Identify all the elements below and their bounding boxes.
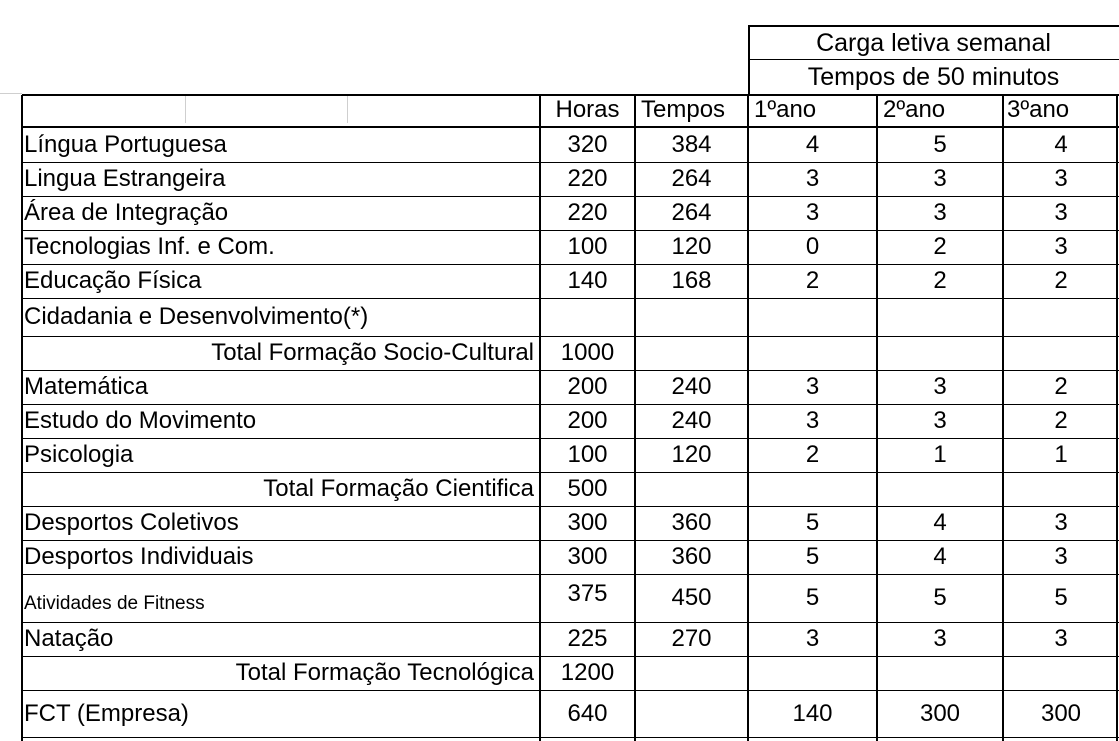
gridline	[1116, 95, 1118, 741]
discipline-name: Tecnologias Inf. e Com.	[24, 233, 275, 260]
tempos-value: 168	[671, 267, 712, 294]
column-header-discipline	[22, 95, 540, 125]
column-header-1ano: 1ºano	[754, 96, 817, 123]
gridline	[747, 95, 749, 741]
gridline	[22, 264, 1119, 265]
column-header-row	[0, 95, 1119, 125]
year3-value: 2	[1054, 373, 1068, 400]
horas-value: 100	[567, 233, 608, 260]
year1-value: 3	[805, 407, 820, 434]
table-row	[0, 264, 1119, 298]
year3-value: 2	[1054, 407, 1068, 434]
horas-value: 100	[567, 441, 608, 468]
gridline	[22, 126, 1119, 128]
horas-value: 140	[567, 267, 608, 294]
tempos-value: 384	[671, 131, 712, 158]
year2-value: 3	[933, 199, 947, 226]
gridline	[22, 94, 1119, 96]
year2-value: 3	[933, 625, 947, 652]
discipline-name: Desportos Individuais	[24, 543, 254, 570]
year3-value	[1003, 472, 1119, 506]
gridline	[21, 95, 23, 741]
year2-value: 3	[933, 165, 947, 192]
year1-value: 3	[805, 199, 820, 226]
discipline-name: Psicologia	[24, 441, 134, 468]
table-row	[0, 690, 1119, 737]
table-row	[0, 162, 1119, 196]
table-row	[0, 404, 1119, 438]
discipline-name: Desportos Coletivos	[24, 509, 239, 536]
gridline	[22, 574, 1119, 575]
year1-value: 5	[805, 584, 820, 611]
year3-value: 3	[1054, 199, 1068, 226]
gridline	[22, 162, 1119, 163]
gridline	[22, 472, 1119, 473]
table-row	[0, 506, 1119, 540]
year1-value	[748, 336, 877, 370]
year2-value: 3	[933, 373, 947, 400]
total-row	[0, 656, 1119, 690]
year2-value	[877, 656, 1003, 690]
year3-value: 3	[1054, 625, 1068, 652]
year2-value: 4	[933, 509, 947, 536]
ghost-gridline	[0, 93, 22, 94]
total-label: Total Formação Socio-Cultural	[211, 339, 534, 366]
total-label: Total Formação Cientifica	[263, 475, 534, 502]
year1-value	[748, 298, 877, 336]
tempos-value: 360	[671, 543, 712, 570]
year3-value	[1003, 656, 1119, 690]
gridline	[22, 540, 1119, 541]
year2-value: 5	[933, 584, 947, 611]
tempos-value	[635, 656, 748, 690]
column-header-3ano: 3ºano	[1007, 96, 1070, 123]
year2-value	[877, 472, 1003, 506]
table-row	[0, 622, 1119, 656]
discipline-name: Lingua Estrangeira	[24, 165, 226, 192]
discipline-name: Área de Integração	[24, 199, 229, 226]
discipline-name: Estudo do Movimento	[24, 407, 257, 434]
year3-value	[1003, 298, 1119, 336]
year3-value: 3	[1054, 543, 1068, 570]
tempos-value: 264	[671, 199, 712, 226]
year3-value: 3	[1054, 509, 1068, 536]
tempos-value	[635, 690, 748, 737]
year3-value	[1003, 336, 1119, 370]
gridline	[539, 95, 541, 741]
tempos-value: 270	[671, 625, 712, 652]
year3-value: 5	[1054, 584, 1068, 611]
table-row	[0, 196, 1119, 230]
horas-value	[540, 298, 635, 336]
horas-value: 200	[567, 407, 608, 434]
table-row	[0, 370, 1119, 404]
year1-value: 3	[805, 625, 820, 652]
table-row	[0, 540, 1119, 574]
table-row	[0, 438, 1119, 472]
column-header-tempos: Tempos	[641, 96, 726, 123]
gridline	[22, 298, 1119, 299]
horas-value: 200	[567, 373, 608, 400]
year1-value: 2	[805, 267, 820, 294]
year2-value: 5	[933, 131, 947, 158]
discipline-name: Cidadania e Desenvolvimento(*)	[24, 303, 369, 330]
tempos-value: 264	[671, 165, 712, 192]
tempos-value: 450	[671, 584, 712, 611]
tempos-value: 120	[671, 441, 712, 468]
year2-value	[877, 336, 1003, 370]
gridline	[22, 622, 1119, 623]
discipline-name: Matemática	[24, 373, 149, 400]
gridline	[22, 737, 1119, 738]
year1-value: 0	[805, 233, 820, 260]
year1-value: 4	[805, 131, 820, 158]
table-row	[0, 298, 1119, 336]
horas-value: 300	[567, 509, 608, 536]
discipline-name: Educação Física	[24, 267, 202, 294]
year2-value: 2	[933, 233, 947, 260]
year2-value: 3	[933, 407, 947, 434]
tempos-value	[635, 336, 748, 370]
gridline	[22, 690, 1119, 691]
year1-value	[748, 472, 877, 506]
discipline-name: Natação	[24, 625, 114, 652]
horas-value: 320	[567, 131, 608, 158]
year2-value: 1	[933, 441, 947, 468]
tempos-value: 120	[671, 233, 712, 260]
gridline	[22, 404, 1119, 405]
year1-value: 5	[805, 543, 820, 570]
gridline	[22, 336, 1119, 337]
total-row	[0, 472, 1119, 506]
year3-value: 4	[1054, 131, 1068, 158]
year2-value: 2	[933, 267, 947, 294]
total-row	[0, 336, 1119, 370]
year1-value	[748, 656, 877, 690]
gridline	[634, 95, 636, 741]
discipline-name: Língua Portuguesa	[24, 131, 227, 158]
header-carga-letiva: Carga letiva semanal	[816, 29, 1051, 57]
gridline	[22, 656, 1119, 657]
column-header-horas: Horas	[555, 96, 620, 123]
gridline	[22, 230, 1119, 231]
header-tempos-50: Tempos de 50 minutos	[807, 63, 1060, 91]
year1-value: 2	[805, 441, 820, 468]
tempos-value: 240	[671, 407, 712, 434]
gridline	[22, 506, 1119, 507]
year1-value: 3	[805, 165, 820, 192]
year3-value: 3	[1054, 165, 1068, 192]
horas-value: 300	[567, 543, 608, 570]
year3-value: 2	[1054, 267, 1068, 294]
year2-value	[877, 298, 1003, 336]
tempos-value: 240	[671, 373, 712, 400]
total-label: Total Formação Tecnológica	[235, 659, 534, 686]
year3-value: 1	[1054, 441, 1068, 468]
horas-value: 220	[567, 199, 608, 226]
table-row	[0, 574, 1119, 622]
horas-value: 1200	[560, 659, 615, 686]
table-row	[0, 230, 1119, 264]
horas-value: 375	[567, 580, 608, 607]
horas-value: 500	[567, 475, 608, 502]
horas-value: 225	[567, 625, 608, 652]
horas-value: 220	[567, 165, 608, 192]
column-header-2ano: 2ºano	[883, 96, 946, 123]
gridline	[876, 95, 878, 741]
discipline-name: FCT (Empresa)	[24, 699, 189, 727]
year2-value: 4	[933, 543, 947, 570]
tempos-value	[635, 298, 748, 336]
horas-value: 640	[567, 699, 608, 727]
year2-value: 300	[919, 699, 961, 727]
year1-value: 3	[805, 373, 820, 400]
year1-value: 140	[792, 699, 833, 727]
table-row	[0, 128, 1119, 162]
discipline-name: Atividades de Fitness	[24, 593, 205, 614]
year3-value: 300	[1040, 699, 1082, 727]
tempos-value	[635, 472, 748, 506]
year3-value: 3	[1054, 233, 1068, 260]
gridline	[22, 196, 1119, 197]
tempos-value: 360	[671, 509, 712, 536]
gridline	[22, 438, 1119, 439]
horas-value: 1000	[560, 339, 615, 366]
gridline	[22, 370, 1119, 371]
gridline	[1002, 95, 1004, 741]
year1-value: 5	[805, 509, 820, 536]
